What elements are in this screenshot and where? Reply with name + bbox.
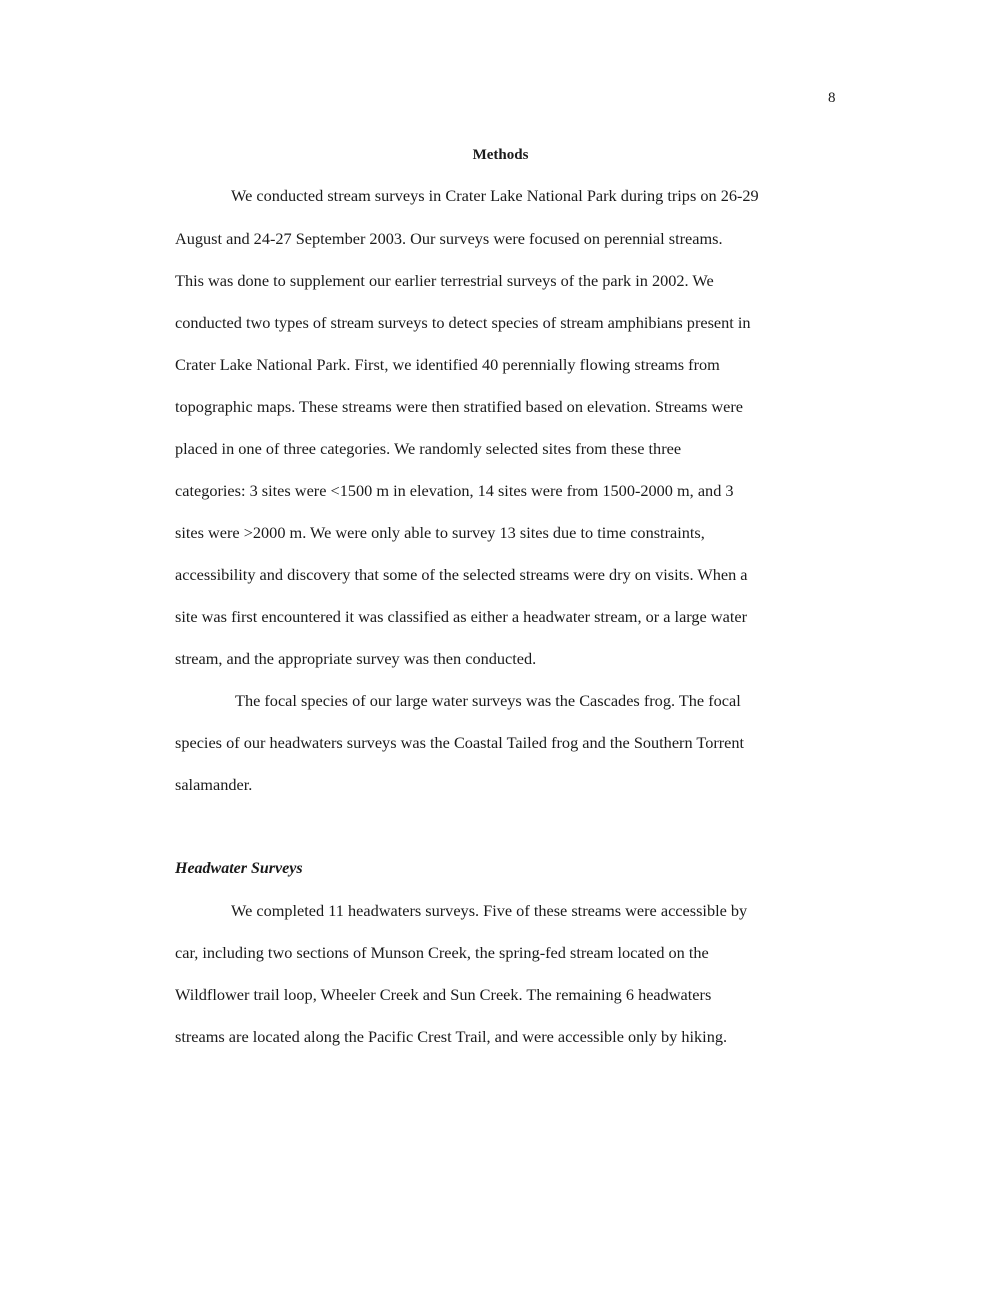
- text-line: topographic maps. These streams were then stratified based on elevation. Streams were: [175, 397, 743, 416]
- text-line: categories: 3 sites were <1500 m in elevation, 14 sites were from 1500-2000 m, and 3: [175, 481, 734, 500]
- text-line: This was done to supplement our earlier terrestrial surveys of the park in 2002. We: [175, 271, 714, 290]
- text-line: The focal species of our large water surveys was the Cascades frog. The focal: [235, 691, 741, 710]
- text-line: car, including two sections of Munson Creek, the spring-fed stream located on the: [175, 943, 709, 962]
- text-line: accessibility and discovery that some of the selected streams were dry on visits. When a: [175, 565, 748, 584]
- text-line: stream, and the appropriate survey was then conducted.: [175, 649, 537, 668]
- text-line: species of our headwaters surveys was the Coastal Tailed frog and the Southern Torrent: [175, 733, 745, 752]
- text-line: Wildflower trail loop, Wheeler Creek and Sun Creek. The remaining 6 headwaters: [175, 985, 712, 1004]
- text-line: conducted two types of stream surveys to detect species of stream amphibians present in: [175, 313, 751, 332]
- text-line: site was first encountered it was classified as either a headwater stream, or a large water: [175, 607, 748, 626]
- text-line: August and 24-27 September 2003. Our surveys were focused on perennial streams.: [175, 229, 723, 248]
- section-heading-methods: Methods: [472, 147, 529, 163]
- text-line: salamander.: [175, 775, 253, 794]
- text-line: We completed 11 headwaters surveys. Five of these streams were accessible by: [231, 901, 748, 920]
- text-line: streams are located along the Pacific Crest Trail, and were accessible only by hiking.: [175, 1027, 728, 1046]
- page-number: 8: [828, 90, 836, 106]
- subheading-headwater-surveys: Headwater Surveys: [175, 860, 303, 877]
- text-line: Crater Lake National Park. First, we identified 40 perennially flowing streams from: [175, 355, 720, 374]
- text-line: We conducted stream surveys in Crater Lake National Park during trips on 26-29: [231, 186, 759, 205]
- text-line: placed in one of three categories. We randomly selected sites from these three: [175, 439, 682, 458]
- text-line: sites were >2000 m. We were only able to survey 13 sites due to time constraints,: [175, 523, 705, 542]
